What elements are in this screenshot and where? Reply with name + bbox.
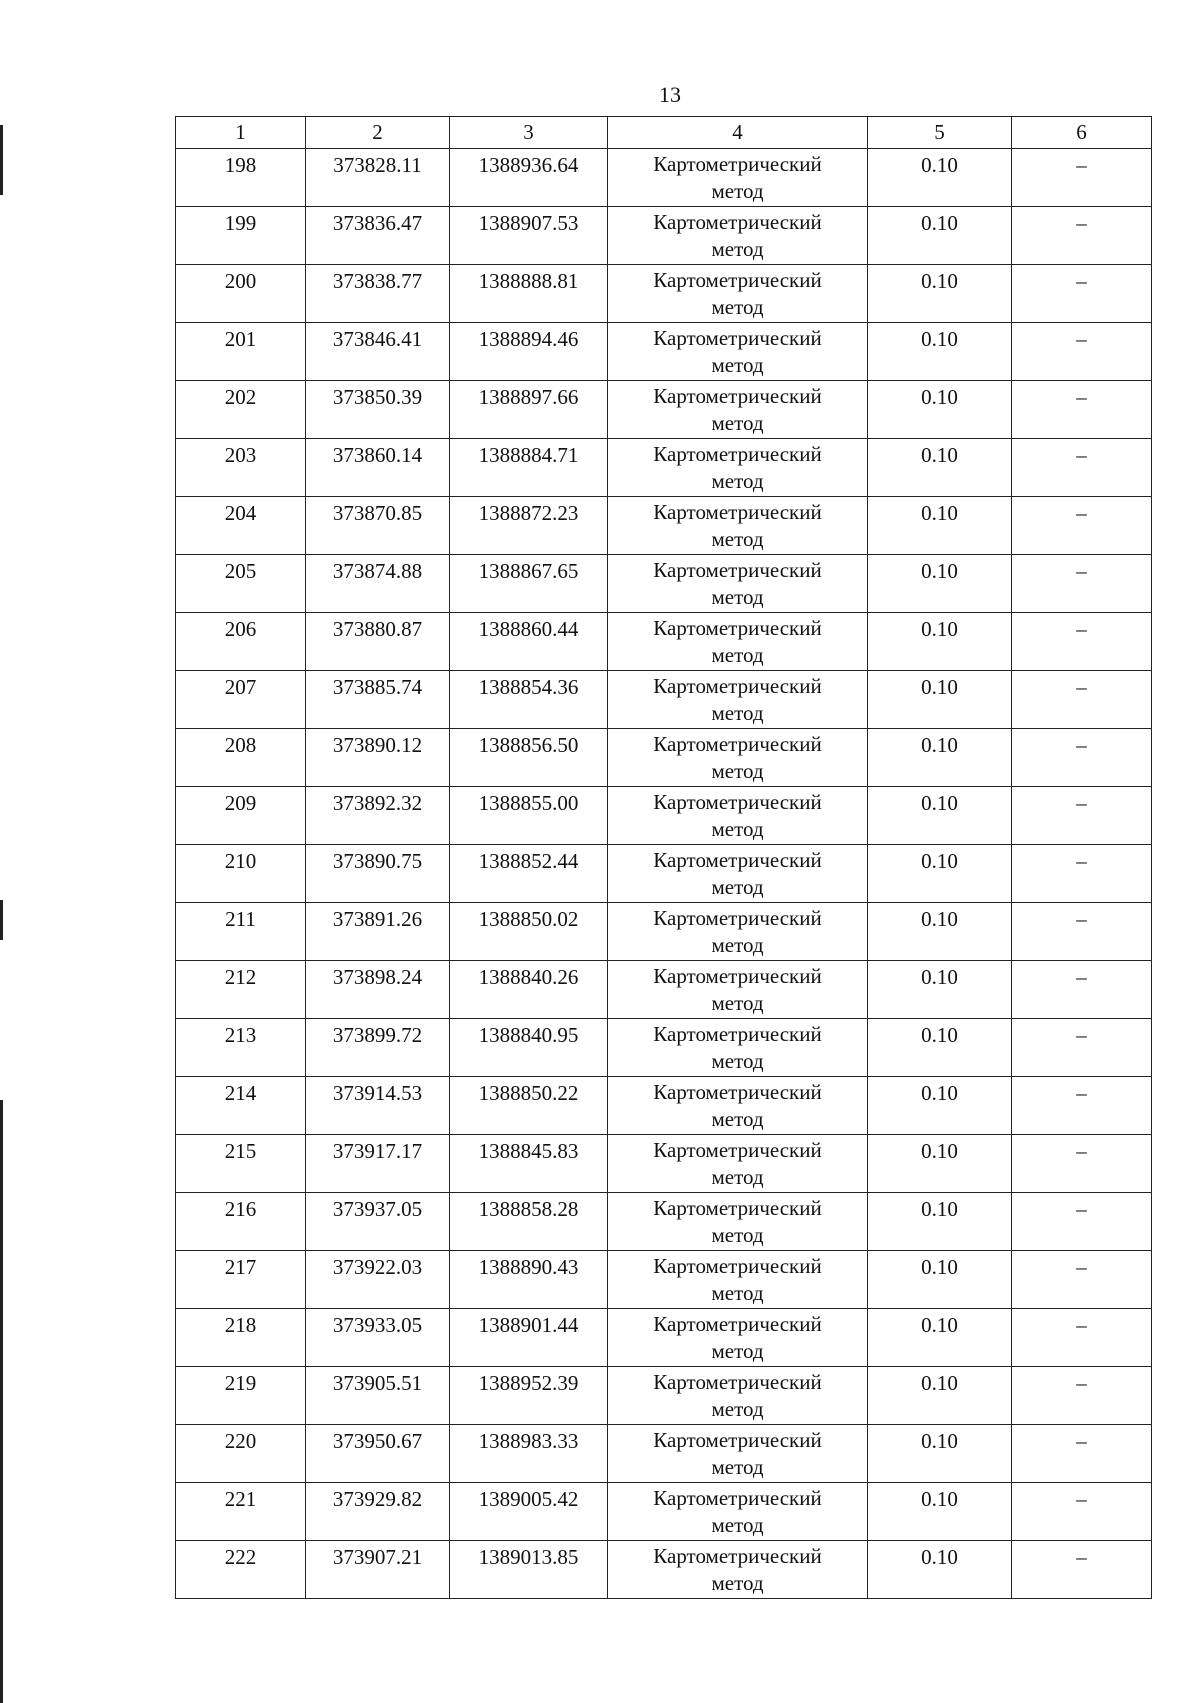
point-number-cell: 208 xyxy=(176,729,306,787)
method-cell xyxy=(608,265,868,323)
x-coordinate-cell: 373950.67 xyxy=(306,1425,450,1483)
method-line: метод xyxy=(711,759,764,783)
point-number-cell: 205 xyxy=(176,555,306,613)
column-header: 2 xyxy=(306,117,450,149)
x-coordinate-cell: 373892.32 xyxy=(306,787,450,845)
accuracy-cell: 0.10 xyxy=(868,1077,1012,1135)
point-number-cell: 213 xyxy=(176,1019,306,1077)
method-cell xyxy=(608,729,868,787)
table-row xyxy=(176,671,1152,729)
table-row xyxy=(176,381,1152,439)
point-number-cell: 198 xyxy=(176,149,306,207)
note-cell: – xyxy=(1012,961,1152,1019)
table-row xyxy=(176,613,1152,671)
method-cell xyxy=(608,439,868,497)
method-line: метод xyxy=(711,1281,764,1305)
method-line: метод xyxy=(711,1571,764,1595)
accuracy-cell: 0.10 xyxy=(868,1425,1012,1483)
x-coordinate-cell: 373874.88 xyxy=(306,555,450,613)
table-header-row xyxy=(176,117,1152,149)
note-cell: – xyxy=(1012,1251,1152,1309)
table-row xyxy=(176,1483,1152,1541)
y-coordinate-cell: 1388952.39 xyxy=(450,1367,608,1425)
y-coordinate-cell: 1388894.46 xyxy=(450,323,608,381)
method-line: метод xyxy=(711,1223,764,1247)
note-cell: – xyxy=(1012,1425,1152,1483)
point-number-cell: 209 xyxy=(176,787,306,845)
accuracy-cell: 0.10 xyxy=(868,1019,1012,1077)
table-row xyxy=(176,323,1152,381)
table-row xyxy=(176,1367,1152,1425)
scan-edge-mark xyxy=(0,125,3,195)
table-row xyxy=(176,729,1152,787)
x-coordinate-cell: 373846.41 xyxy=(306,323,450,381)
y-coordinate-cell: 1388907.53 xyxy=(450,207,608,265)
method-line: Картометрический xyxy=(653,268,822,292)
note-cell: – xyxy=(1012,903,1152,961)
x-coordinate-cell: 373891.26 xyxy=(306,903,450,961)
point-number-cell: 200 xyxy=(176,265,306,323)
y-coordinate-cell: 1388983.33 xyxy=(450,1425,608,1483)
method-line: метод xyxy=(711,1107,764,1131)
method-cell xyxy=(608,613,868,671)
accuracy-cell: 0.10 xyxy=(868,265,1012,323)
y-coordinate-cell: 1389013.85 xyxy=(450,1541,608,1599)
note-cell: – xyxy=(1012,845,1152,903)
method-cell xyxy=(608,1193,868,1251)
x-coordinate-cell: 373850.39 xyxy=(306,381,450,439)
method-line: метод xyxy=(711,179,764,203)
method-line: метод xyxy=(711,1165,764,1189)
method-line: Картометрический xyxy=(653,674,822,698)
point-number-cell: 201 xyxy=(176,323,306,381)
method-line: Картометрический xyxy=(653,384,822,408)
accuracy-cell: 0.10 xyxy=(868,439,1012,497)
x-coordinate-cell: 373933.05 xyxy=(306,1309,450,1367)
y-coordinate-cell: 1388850.22 xyxy=(450,1077,608,1135)
column-header: 1 xyxy=(176,117,306,149)
method-line: Картометрический xyxy=(653,1022,822,1046)
method-line: метод xyxy=(711,1397,764,1421)
x-coordinate-cell: 373836.47 xyxy=(306,207,450,265)
method-line: Картометрический xyxy=(653,152,822,176)
method-cell xyxy=(608,787,868,845)
table-row xyxy=(176,961,1152,1019)
table-row xyxy=(176,207,1152,265)
method-cell xyxy=(608,1367,868,1425)
y-coordinate-cell: 1388872.23 xyxy=(450,497,608,555)
point-number-cell: 214 xyxy=(176,1077,306,1135)
table-row xyxy=(176,265,1152,323)
table-row xyxy=(176,555,1152,613)
method-cell xyxy=(608,961,868,1019)
y-coordinate-cell: 1388897.66 xyxy=(450,381,608,439)
method-line: метод xyxy=(711,1049,764,1073)
note-cell: – xyxy=(1012,497,1152,555)
y-coordinate-cell: 1388890.43 xyxy=(450,1251,608,1309)
point-number-cell: 215 xyxy=(176,1135,306,1193)
scan-edge-mark xyxy=(0,900,3,940)
y-coordinate-cell: 1388852.44 xyxy=(450,845,608,903)
scan-edge-mark xyxy=(0,1100,3,1703)
method-line: Картометрический xyxy=(653,1080,822,1104)
note-cell: – xyxy=(1012,149,1152,207)
x-coordinate-cell: 373885.74 xyxy=(306,671,450,729)
method-line: Картометрический xyxy=(653,848,822,872)
y-coordinate-cell: 1388936.64 xyxy=(450,149,608,207)
accuracy-cell: 0.10 xyxy=(868,729,1012,787)
method-cell xyxy=(608,555,868,613)
point-number-cell: 204 xyxy=(176,497,306,555)
x-coordinate-cell: 373907.21 xyxy=(306,1541,450,1599)
method-line: метод xyxy=(711,701,764,725)
table-row xyxy=(176,1193,1152,1251)
accuracy-cell: 0.10 xyxy=(868,961,1012,1019)
method-cell xyxy=(608,1309,868,1367)
page-number: 13 xyxy=(659,82,681,107)
method-cell xyxy=(608,1077,868,1135)
method-line: Картометрический xyxy=(653,1254,822,1278)
method-line: метод xyxy=(711,1455,764,1479)
y-coordinate-cell: 1388855.00 xyxy=(450,787,608,845)
accuracy-cell: 0.10 xyxy=(868,149,1012,207)
point-number-cell: 222 xyxy=(176,1541,306,1599)
point-number-cell: 212 xyxy=(176,961,306,1019)
point-number-cell: 220 xyxy=(176,1425,306,1483)
note-cell: – xyxy=(1012,729,1152,787)
method-line: Картометрический xyxy=(653,500,822,524)
method-cell xyxy=(608,903,868,961)
note-cell: – xyxy=(1012,1193,1152,1251)
y-coordinate-cell: 1388884.71 xyxy=(450,439,608,497)
method-cell xyxy=(608,149,868,207)
method-line: метод xyxy=(711,817,764,841)
note-cell: – xyxy=(1012,1541,1152,1599)
method-cell xyxy=(608,1135,868,1193)
accuracy-cell: 0.10 xyxy=(868,1135,1012,1193)
x-coordinate-cell: 373937.05 xyxy=(306,1193,450,1251)
table-row xyxy=(176,1251,1152,1309)
y-coordinate-cell: 1388901.44 xyxy=(450,1309,608,1367)
point-number-cell: 207 xyxy=(176,671,306,729)
method-cell xyxy=(608,207,868,265)
method-line: метод xyxy=(711,991,764,1015)
accuracy-cell: 0.10 xyxy=(868,381,1012,439)
note-cell: – xyxy=(1012,439,1152,497)
note-cell: – xyxy=(1012,265,1152,323)
accuracy-cell: 0.10 xyxy=(868,1251,1012,1309)
y-coordinate-cell: 1389005.42 xyxy=(450,1483,608,1541)
method-cell xyxy=(608,1425,868,1483)
method-line: Картометрический xyxy=(653,1428,822,1452)
y-coordinate-cell: 1388858.28 xyxy=(450,1193,608,1251)
x-coordinate-cell: 373890.12 xyxy=(306,729,450,787)
y-coordinate-cell: 1388840.26 xyxy=(450,961,608,1019)
note-cell: – xyxy=(1012,381,1152,439)
note-cell: – xyxy=(1012,1367,1152,1425)
method-cell xyxy=(608,1483,868,1541)
method-line: Картометрический xyxy=(653,1370,822,1394)
method-line: метод xyxy=(711,1339,764,1363)
x-coordinate-cell: 373929.82 xyxy=(306,1483,450,1541)
column-header: 4 xyxy=(608,117,868,149)
method-line: метод xyxy=(711,295,764,319)
y-coordinate-cell: 1388888.81 xyxy=(450,265,608,323)
x-coordinate-cell: 373860.14 xyxy=(306,439,450,497)
method-line: Картометрический xyxy=(653,210,822,234)
method-line: метод xyxy=(711,353,764,377)
method-line: метод xyxy=(711,643,764,667)
method-cell xyxy=(608,1541,868,1599)
note-cell: – xyxy=(1012,323,1152,381)
accuracy-cell: 0.10 xyxy=(868,1309,1012,1367)
note-cell: – xyxy=(1012,1483,1152,1541)
table-row xyxy=(176,1077,1152,1135)
method-cell xyxy=(608,1019,868,1077)
y-coordinate-cell: 1388860.44 xyxy=(450,613,608,671)
point-number-cell: 202 xyxy=(176,381,306,439)
accuracy-cell: 0.10 xyxy=(868,613,1012,671)
point-number-cell: 203 xyxy=(176,439,306,497)
method-cell xyxy=(608,1251,868,1309)
x-coordinate-cell: 373917.17 xyxy=(306,1135,450,1193)
table-row xyxy=(176,1425,1152,1483)
point-number-cell: 211 xyxy=(176,903,306,961)
accuracy-cell: 0.10 xyxy=(868,1541,1012,1599)
method-line: метод xyxy=(711,411,764,435)
x-coordinate-cell: 373899.72 xyxy=(306,1019,450,1077)
accuracy-cell: 0.10 xyxy=(868,787,1012,845)
method-cell xyxy=(608,497,868,555)
method-line: метод xyxy=(711,527,764,551)
table-row xyxy=(176,1135,1152,1193)
point-number-cell: 221 xyxy=(176,1483,306,1541)
accuracy-cell: 0.10 xyxy=(868,555,1012,613)
note-cell: – xyxy=(1012,671,1152,729)
x-coordinate-cell: 373880.87 xyxy=(306,613,450,671)
accuracy-cell: 0.10 xyxy=(868,903,1012,961)
accuracy-cell: 0.10 xyxy=(868,671,1012,729)
method-cell xyxy=(608,323,868,381)
note-cell: – xyxy=(1012,1077,1152,1135)
note-cell: – xyxy=(1012,1135,1152,1193)
method-line: метод xyxy=(711,875,764,899)
table-row xyxy=(176,1019,1152,1077)
coordinates-table xyxy=(175,116,1152,1599)
point-number-cell: 216 xyxy=(176,1193,306,1251)
method-line: Картометрический xyxy=(653,616,822,640)
column-header: 3 xyxy=(450,117,608,149)
accuracy-cell: 0.10 xyxy=(868,497,1012,555)
note-cell: – xyxy=(1012,1019,1152,1077)
method-cell xyxy=(608,671,868,729)
y-coordinate-cell: 1388850.02 xyxy=(450,903,608,961)
y-coordinate-cell: 1388867.65 xyxy=(450,555,608,613)
method-line: метод xyxy=(711,237,764,261)
point-number-cell: 219 xyxy=(176,1367,306,1425)
method-line: Картометрический xyxy=(653,906,822,930)
method-line: Картометрический xyxy=(653,1138,822,1162)
table-row xyxy=(176,845,1152,903)
accuracy-cell: 0.10 xyxy=(868,1483,1012,1541)
point-number-cell: 218 xyxy=(176,1309,306,1367)
table-row xyxy=(176,903,1152,961)
x-coordinate-cell: 373890.75 xyxy=(306,845,450,903)
x-coordinate-cell: 373914.53 xyxy=(306,1077,450,1135)
method-line: Картометрический xyxy=(653,1312,822,1336)
method-line: Картометрический xyxy=(653,558,822,582)
table-row xyxy=(176,787,1152,845)
note-cell: – xyxy=(1012,207,1152,265)
table-row xyxy=(176,1541,1152,1599)
method-line: Картометрический xyxy=(653,1544,822,1568)
column-header: 5 xyxy=(868,117,1012,149)
x-coordinate-cell: 373828.11 xyxy=(306,149,450,207)
method-line: Картометрический xyxy=(653,442,822,466)
table-row xyxy=(176,497,1152,555)
y-coordinate-cell: 1388845.83 xyxy=(450,1135,608,1193)
accuracy-cell: 0.10 xyxy=(868,323,1012,381)
table-row xyxy=(176,439,1152,497)
method-line: Картометрический xyxy=(653,732,822,756)
x-coordinate-cell: 373898.24 xyxy=(306,961,450,1019)
accuracy-cell: 0.10 xyxy=(868,1193,1012,1251)
method-line: Картометрический xyxy=(653,326,822,350)
table-row xyxy=(176,149,1152,207)
method-line: метод xyxy=(711,585,764,609)
point-number-cell: 217 xyxy=(176,1251,306,1309)
method-cell xyxy=(608,845,868,903)
y-coordinate-cell: 1388856.50 xyxy=(450,729,608,787)
point-number-cell: 199 xyxy=(176,207,306,265)
x-coordinate-cell: 373838.77 xyxy=(306,265,450,323)
accuracy-cell: 0.10 xyxy=(868,207,1012,265)
table-row xyxy=(176,1309,1152,1367)
method-line: Картометрический xyxy=(653,790,822,814)
y-coordinate-cell: 1388840.95 xyxy=(450,1019,608,1077)
method-cell xyxy=(608,381,868,439)
note-cell: – xyxy=(1012,555,1152,613)
method-line: Картометрический xyxy=(653,964,822,988)
accuracy-cell: 0.10 xyxy=(868,1367,1012,1425)
point-number-cell: 206 xyxy=(176,613,306,671)
method-line: метод xyxy=(711,469,764,493)
point-number-cell: 210 xyxy=(176,845,306,903)
x-coordinate-cell: 373870.85 xyxy=(306,497,450,555)
x-coordinate-cell: 373922.03 xyxy=(306,1251,450,1309)
method-line: метод xyxy=(711,1513,764,1537)
note-cell: – xyxy=(1012,613,1152,671)
accuracy-cell: 0.10 xyxy=(868,845,1012,903)
note-cell: – xyxy=(1012,787,1152,845)
y-coordinate-cell: 1388854.36 xyxy=(450,671,608,729)
method-line: метод xyxy=(711,933,764,957)
method-line: Картометрический xyxy=(653,1486,822,1510)
table-body xyxy=(176,149,1152,1599)
method-line: Картометрический xyxy=(653,1196,822,1220)
note-cell: – xyxy=(1012,1309,1152,1367)
x-coordinate-cell: 373905.51 xyxy=(306,1367,450,1425)
column-header: 6 xyxy=(1012,117,1152,149)
